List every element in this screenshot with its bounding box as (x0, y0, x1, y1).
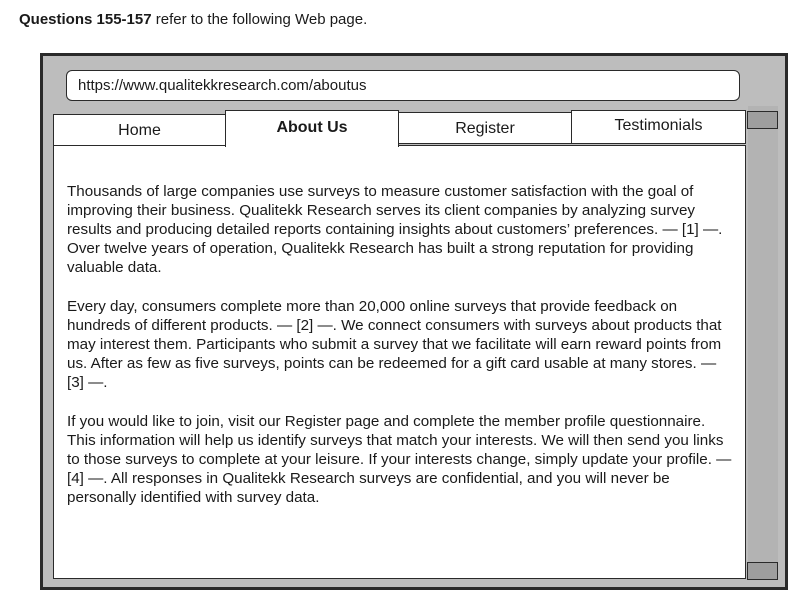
tab-home[interactable]: Home (53, 114, 226, 146)
question-intro (19, 11, 367, 28)
scrollbar-track[interactable] (748, 106, 778, 576)
content-paragraph: Thousands of large companies use surveys to measure customer satisfaction with the goal of improving their business. Qualitekk Research serves its client companies by analyzing survey results and producing detailed reports containing insights about customers’ preferences. — [1] —. Over twelve years of operation, Qualitekk Research has built a strong reputation for providing valuable data. (67, 183, 723, 276)
scrollbar-top-thumb[interactable] (747, 111, 778, 129)
tab-testimonials[interactable]: Testimonials (571, 110, 746, 144)
question-range: Questions 155-157 (19, 11, 152, 28)
content-paragraph: Every day, consumers complete more than 20,000 online surveys that provide feedback on hundreds of different products. — [2] —. We connect consumers with surveys about products that may interest them. Participants who submit a survey that we facilitate will earn reward points from us. After as few as five surveys, points can be redeemed for a gift card usable at many stores. — [3] —. (67, 298, 722, 391)
tab-about-us[interactable]: About Us (225, 110, 399, 147)
page-content (53, 145, 746, 579)
question-intro-text: refer to the following Web page. (155, 11, 368, 28)
address-bar[interactable]: https://www.qualitekkresearch.com/aboutus (66, 70, 740, 101)
tab-register[interactable]: Register (397, 112, 573, 144)
browser-window (40, 53, 788, 590)
content-paragraph: If you would like to join, visit our Register page and complete the member profile questionnaire. This information will help us identify surveys that match your interests. We will then send you links to those surveys to complete at your leisure. If your interests change, simply update your profile. — [4] —. All responses in Qualitekk Research surveys are confidential, and you will never be personally identified with survey data. (67, 413, 732, 506)
scrollbar-bottom-thumb[interactable] (747, 562, 778, 580)
